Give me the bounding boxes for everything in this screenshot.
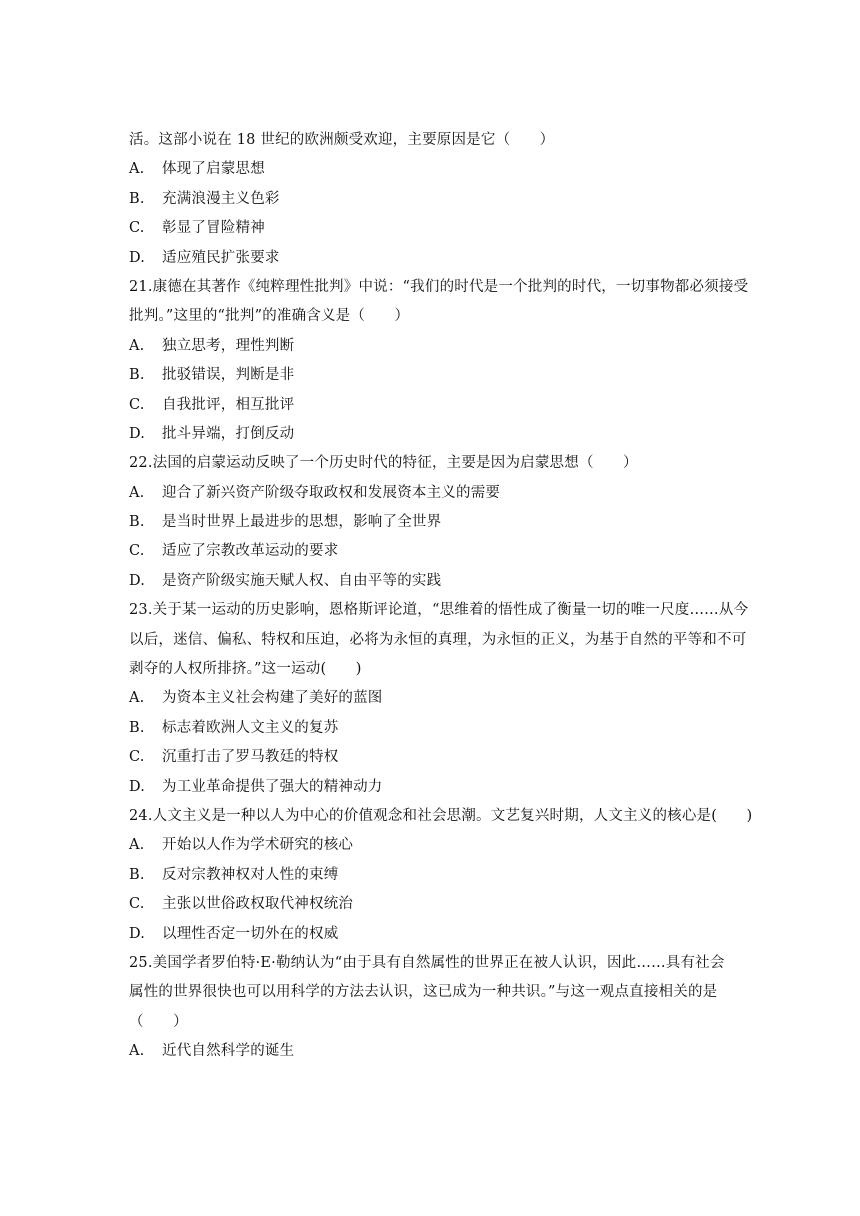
q22-option-c[interactable] [129,537,769,566]
option-text: 反对宗教神权对人性的束缚 [162,866,339,883]
option-text: 独立思考，理性判断 [162,337,295,354]
option-letter: C. [129,220,145,237]
option-text: 主张以世俗政权取代神权统治 [162,896,354,913]
option-text: 自我批评，相互批评 [162,396,295,413]
q20-option-d[interactable] [129,244,769,273]
q20-option-b[interactable] [129,185,769,214]
option-letter: C. [129,896,145,913]
option-text: 批斗异端，打倒反动 [162,425,295,442]
option-text: 适应了宗教改革运动的要求 [162,543,339,560]
option-text: 以理性否定一切外在的权威 [162,925,339,942]
option-letter: B. [129,190,145,207]
option-letter: C. [129,396,145,413]
q20-option-c[interactable] [129,214,769,243]
option-letter: D. [129,572,146,589]
q20-stem-continuation: 活。这部小说在 18 世纪的欧洲颇受欢迎，主要原因是它（ ） [129,132,555,148]
option-letter: D. [129,425,146,442]
q23-stem-line-1: 23.关于某一运动的历史影响，恩格斯评论道，“思维着的悟性成了衡量一切的唯一尺度……从今 [129,602,749,619]
option-letter: A. [129,161,145,178]
q21-stem-line-1: 21.康德在其著作《纯粹理性批判》中说：“我们的时代是一个批判的时代，一切事物都必须接受 [129,278,749,295]
q23-option-a[interactable] [129,684,769,713]
q25-stem-line-3: （ ） [129,1013,188,1030]
q22-option-b[interactable] [129,508,769,537]
q22-stem-line-1: 22.法国的启蒙运动反映了一个历史时代的特征，主要是因为启蒙思想（ ） [129,455,638,472]
option-letter: A. [129,484,145,501]
question-list [129,126,769,1067]
option-text: 彰显了冒险精神 [162,220,265,237]
q21-stem-line-2: 批判。”这里的“批判”的准确含义是（ ） [129,308,410,325]
option-text: 适应殖民扩张要求 [162,249,280,266]
option-letter: B. [129,866,145,883]
option-letter: C. [129,749,145,766]
q22-option-d[interactable] [129,567,769,596]
q23-option-c[interactable] [129,743,769,772]
q24-option-a[interactable] [129,831,769,860]
q21-option-a[interactable] [129,332,769,361]
q23-stem-line-2: 以后，迷信、偏私、特权和压迫，必将为永恒的真理，为永恒的正义，为基于自然的平等和不可 [129,631,747,648]
option-text: 近代自然科学的诞生 [162,1043,295,1060]
option-letter: A. [129,337,145,354]
option-letter: C. [129,543,145,560]
option-letter: B. [129,367,145,384]
q24-option-d[interactable] [129,920,769,949]
option-letter: D. [129,778,146,795]
option-text: 沉重打击了罗马教廷的特权 [162,749,339,766]
q25-stem-line-2: 属性的世界很快也可以用科学的方法去认识，这已成为一种共识。”与这一观点直接相关的是 [129,984,718,1001]
q24-option-c[interactable] [129,890,769,919]
option-text: 是当时世界上最进步的思想，影响了全世界 [162,514,442,531]
q21-option-c[interactable] [129,391,769,420]
option-text: 开始以人作为学术研究的核心 [162,837,354,854]
option-letter: A. [129,690,145,707]
option-letter: B. [129,514,145,531]
q24-stem-line-1: 24.人文主义是一种以人为中心的价值观念和社会思潮。文艺复兴时期，人文主义的核心是( ) [129,807,753,824]
option-text: 为工业革命提供了强大的精神动力 [162,778,383,795]
q20-option-a[interactable] [129,155,769,184]
q23-option-d[interactable] [129,773,769,802]
option-letter: D. [129,925,146,942]
option-text: 体现了启蒙思想 [162,161,265,178]
option-letter: A. [129,1043,145,1060]
option-text: 批驳错误，判断是非 [162,367,295,384]
q23-option-b[interactable] [129,714,769,743]
q21-option-d[interactable] [129,420,769,449]
option-letter: D. [129,249,146,266]
option-text: 标志着欧洲人文主义的复苏 [162,719,339,736]
q24-option-b[interactable] [129,861,769,890]
q22-option-a[interactable] [129,479,769,508]
q25-stem-line-1: 25.美国学者罗伯特·E·勒纳认为“由于具有自然属性的世界正在被人认识，因此……具有社会 [129,954,725,971]
option-text: 是资产阶级实施天赋人权、自由平等的实践 [162,572,442,589]
option-text: 充满浪漫主义色彩 [162,190,280,207]
option-text: 为资本主义社会构建了美好的蓝图 [162,690,383,707]
q21-option-b[interactable] [129,361,769,390]
option-text: 迎合了新兴资产阶级夺取政权和发展资本主义的需要 [162,484,501,501]
option-letter: A. [129,837,145,854]
option-letter: B. [129,719,145,736]
q23-stem-line-3: 剥夺的人权所排挤。”这一运动( ) [129,661,362,678]
q25-option-a[interactable] [129,1037,769,1066]
